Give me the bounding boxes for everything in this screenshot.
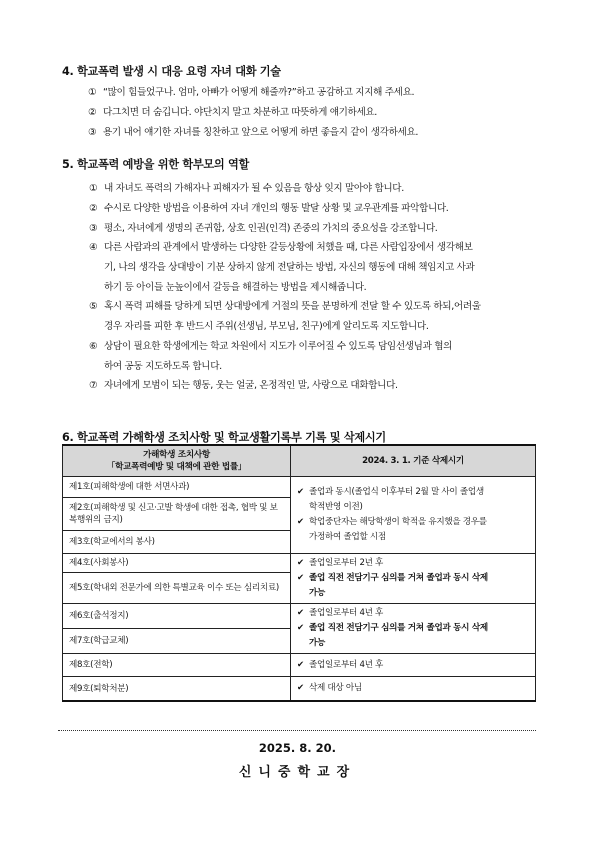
school-signature: 신니중학교장 bbox=[238, 765, 357, 780]
list-item: ⑥ 상담이 필요한 학생에게는 학교 차원에서 지도가 이루어질 수 있도록 담임선생님과 협의 bbox=[89, 341, 453, 352]
header-deletion-period: 2024. 3. 1. 기준 삭제시기 bbox=[291, 445, 536, 477]
list-item: ① 내 자녀도 폭력의 가해자나 피해자가 될 수 있음을 항상 잊지 말아야 합니다. bbox=[89, 183, 404, 194]
check-icon: ✔ bbox=[297, 517, 304, 527]
table-row bbox=[63, 554, 536, 573]
measure-2: 제2호(피해학생 및 신고·고발 학생에 대한 접촉, 협박 및 보복행위의 금지) bbox=[63, 498, 291, 531]
check-icon: ✔ bbox=[297, 683, 304, 693]
measure-1: 제1호(피해학생에 대한 서면사과) bbox=[63, 477, 291, 498]
check-icon: ✔ bbox=[297, 573, 304, 583]
check-icon: ✔ bbox=[297, 558, 304, 568]
measure-3: 제3호(학교에서의 봉사) bbox=[63, 531, 291, 554]
table-header-row bbox=[63, 445, 536, 477]
section-4-title: 4. 학교폭력 발생 시 대응 요령 자녀 대화 기술 bbox=[62, 65, 281, 78]
check-icon: ✔ bbox=[297, 623, 304, 633]
check-icon: ✔ bbox=[297, 659, 304, 670]
measure-4: 제4호(사회봉사) bbox=[63, 554, 291, 573]
list-item: ④ 다른 사람과의 관계에서 발생하는 다양한 갈등상황에 처했을 때, 다른 사람입장에서 생각해보 bbox=[89, 242, 473, 253]
table-row bbox=[63, 604, 536, 629]
section-6-title: 6. 학교폭력 가해학생 조치사항 및 학교생활기록부 기록 및 삭제시기 bbox=[62, 431, 386, 444]
list-item: 기, 나의 생각을 상대방이 기분 상하지 않게 전달하는 방법, 자신의 행동에 대해 책임지고 사과 bbox=[104, 262, 475, 273]
list-item: 하여 공동 지도하도록 합니다. bbox=[104, 361, 222, 372]
measure-7: 제7호(학급교체) bbox=[63, 629, 291, 654]
measure-5: 제5호(학내외 전문가에 의한 특별교육 이수 또는 심리치료) bbox=[63, 573, 291, 604]
dotted-divider bbox=[58, 730, 536, 731]
list-item: ③ 평소, 자녀에게 생명의 존귀함, 상호 인권(인격) 존중의 가치의 중요성을 강조합니다. bbox=[89, 223, 438, 234]
issue-date: 2025. 8. 20. bbox=[258, 741, 337, 755]
measure-8: 제8호(전학) bbox=[63, 654, 291, 677]
table-row bbox=[63, 477, 536, 498]
deletion-group-4: ✔ 졸업일로부터 4년 후 bbox=[291, 654, 536, 677]
deletion-group-3: ✔ 졸업일로부터 4년 후 ✔ 졸업 직전 전담기구 심의를 거쳐 졸업과 동시 삭제 가능 bbox=[291, 604, 536, 654]
list-item: 하기 등 아이들 눈높이에서 갈등을 해결하는 방법을 제시해줍니다. bbox=[104, 282, 367, 293]
measures-table bbox=[62, 444, 536, 702]
deletion-group-2: ✔ 졸업일로부터 2년 후 ✔ 졸업 직전 전담기구 심의를 거쳐 졸업과 동시 삭제 가능 bbox=[291, 554, 536, 604]
list-item: ③ 용기 내어 얘기한 자녀를 칭찬하고 앞으로 어떻게 하면 좋을지 같이 생각하세요. bbox=[88, 127, 419, 138]
list-item: ⑤ 혹시 폭력 피해를 당하게 되면 상대방에게 거절의 뜻을 분명하게 전달 할 수 있도록 하되,어려울 bbox=[89, 301, 481, 312]
measure-6: 제6호(출석정지) bbox=[63, 604, 291, 629]
table-row bbox=[63, 677, 536, 702]
check-icon: ✔ bbox=[297, 608, 304, 618]
list-item: ② 수시로 다양한 방법을 이용하여 자녀 개인의 행동 발달 상황 및 교우관계를 파악합니다. bbox=[89, 203, 449, 214]
section-5-title: 5. 학교폭력 예방을 위한 학부모의 역할 bbox=[62, 158, 250, 171]
list-item: ① “많이 힘들었구나. 엄마, 아빠가 어떻게 해줄까?”하고 공감하고 지지해 주세요. bbox=[88, 87, 415, 98]
list-item: ② 다그치면 더 숨깁니다. 야단치지 말고 차분하고 따뜻하게 얘기하세요. bbox=[88, 107, 377, 118]
list-item: 경우 자리를 피한 후 반드시 주위(선생님, 부모님, 친구)에게 알리도록 지도합니다. bbox=[104, 321, 429, 332]
deletion-group-5: ✔ 삭제 대상 아님 bbox=[291, 677, 536, 702]
header-measures: 가해학생 조치사항 「학교폭력예방 및 대책에 관한 법률」 bbox=[63, 445, 291, 477]
deletion-group-1: ✔ 졸업과 동시(졸업식 이후부터 2월 말 사이 졸업생 학적반영 이전) ✔ 학업중단자는 해당학생이 학적을 유지했을 경우를 가정하여 졸업할 시점 bbox=[291, 477, 536, 554]
check-icon: ✔ bbox=[297, 487, 304, 497]
measure-9: 제9호(퇴학처분) bbox=[63, 677, 291, 702]
table-row bbox=[63, 654, 536, 677]
list-item: ⑦ 자녀에게 모범이 되는 행동, 웃는 얼굴, 온정적인 말, 사랑으로 대화합니다. bbox=[89, 380, 398, 391]
